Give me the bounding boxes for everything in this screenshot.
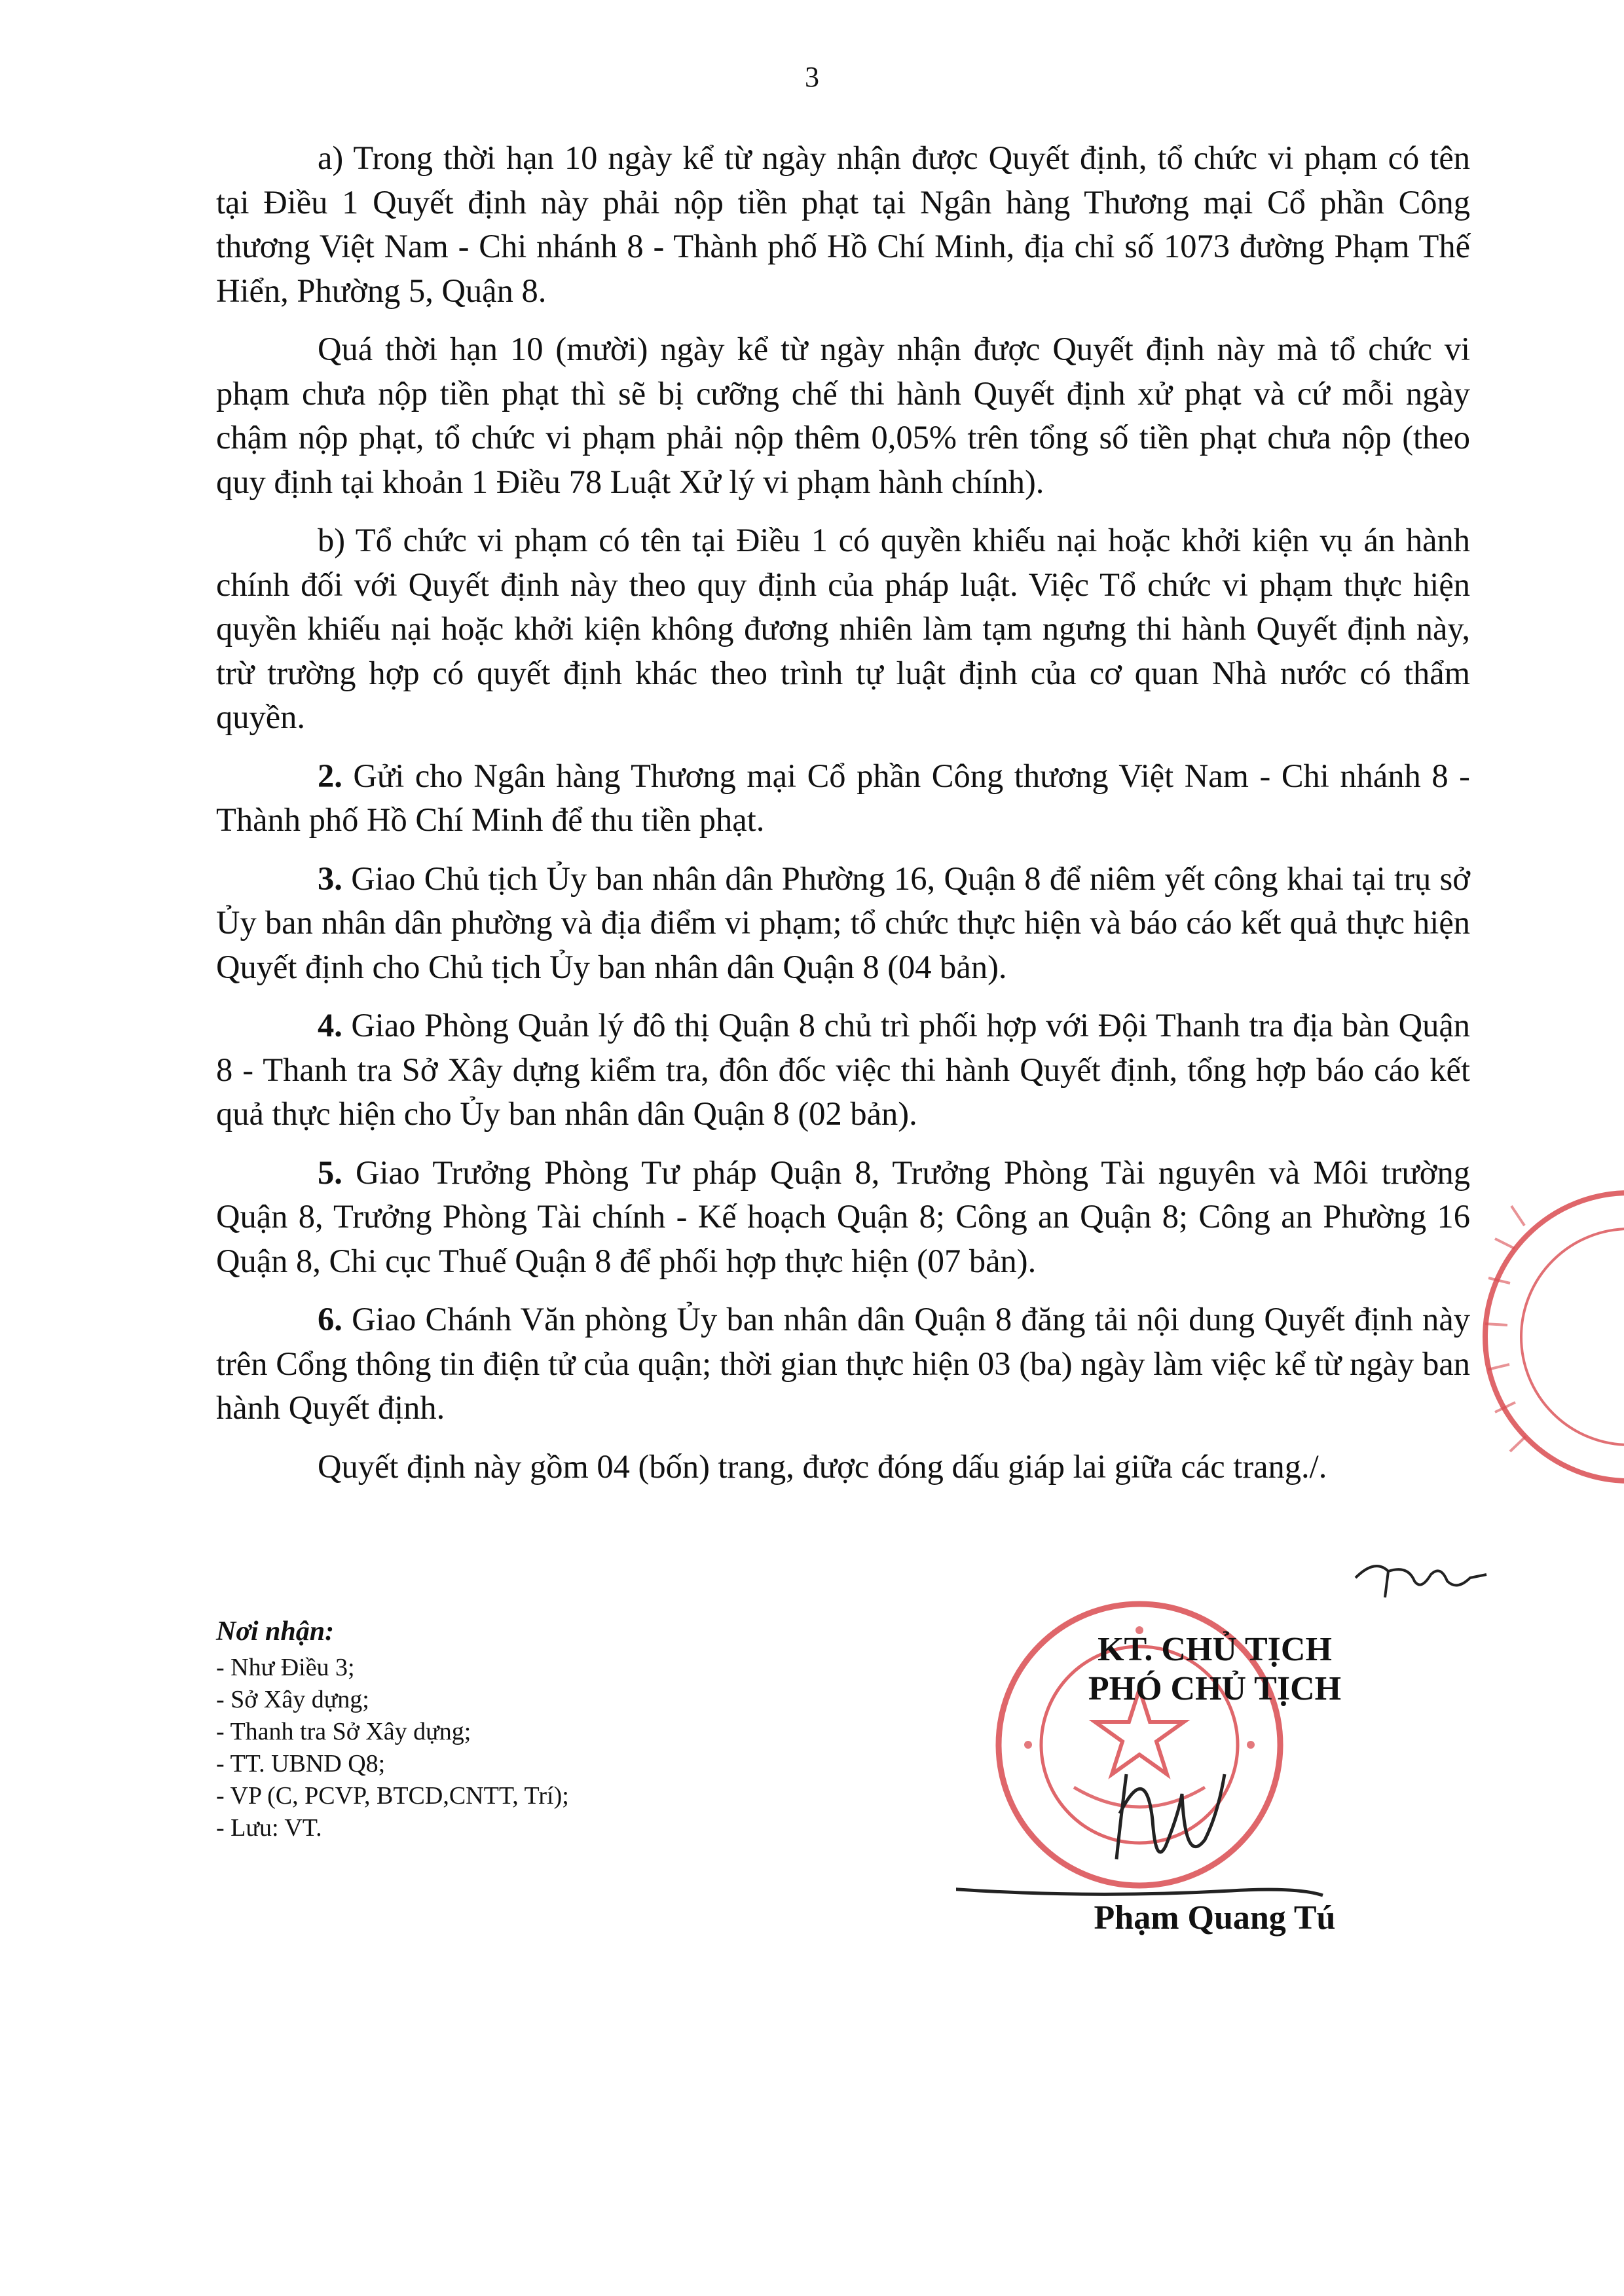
article-3: 3. Giao Chủ tịch Ủy ban nhân dân Phường 16, Quận 8 để niêm yết công khai tại trụ sở Ủy ban nhân dân phường và địa điểm vi phạm; tổ chức thực hiện và báo cáo kết quả thực hiện Quyết định cho Chủ tịch Ủy ban nhân dân Quận 8 (04 bản). bbox=[216, 860, 1470, 985]
page-count-note: Quyết định này gồm 04 (bốn) trang, được đóng dấu giáp lai giữa các trang./. bbox=[318, 1448, 1327, 1485]
edge-seal-image bbox=[1433, 1167, 1624, 1507]
recipient-item: - Thanh tra Sở Xây dựng; bbox=[216, 1718, 471, 1745]
signer-name: Phạm Quang Tú bbox=[1094, 1899, 1336, 1937]
signature-block bbox=[930, 1604, 1500, 1971]
signature-title-line1: KT. CHỦ TỊCH bbox=[1098, 1631, 1332, 1668]
paragraph-1b: b) Tổ chức vi phạm có tên tại Điều 1 có quyền khiếu nại hoặc khởi kiện vụ án hành chính đối với Quyết định này theo quy định của pháp luật. Việc Tổ chức vi phạm thực hiện quyền khiếu nại hoặc khởi kiện không đương nhiên làm tạm ngưng thi hành Quyết định này, trừ trường hợp có quyết định khác theo trình tự luật định của cơ quan Nhà nước có thẩm quyền. bbox=[216, 522, 1470, 735]
page-number: 3 bbox=[805, 61, 819, 93]
document-body bbox=[216, 136, 1470, 1503]
initial-mark-image bbox=[1349, 1552, 1493, 1611]
recipient-item: - Như Điều 3; bbox=[216, 1654, 355, 1681]
article-4: 4. Giao Phòng Quản lý đô thị Quận 8 chủ trì phối hợp với Đội Thanh tra địa bàn Quận 8 - Thanh tra Sở Xây dựng kiểm tra, đôn đốc việc thi hành Quyết định, tổng hợp báo cáo kết quả thực hiện cho Ủy ban nhân dân Quận 8 (02 bản). bbox=[216, 1007, 1470, 1132]
article-6: 6. Giao Chánh Văn phòng Ủy ban nhân dân Quận 8 đăng tải nội dung Quyết định này trên Cổng thông tin điện tử của quận; thời gian thực hiện 03 (ba) ngày làm việc kể từ ngày ban hành Quyết định. bbox=[216, 1301, 1470, 1426]
article-5: 5. Giao Trưởng Phòng Tư pháp Quận 8, Trưởng Phòng Tài nguyên và Môi trường Quận 8, Trưởng Phòng Tài chính - Kế hoạch Quận 8; Công an Quận 8; Công an Phường 16 Quận 8, Chi cục Thuế Quận 8 để phối hợp thực hiện (07 bản). bbox=[216, 1154, 1470, 1279]
signature-title-line2: PHÓ CHỦ TỊCH bbox=[1088, 1670, 1342, 1707]
signature-image bbox=[956, 1735, 1349, 1905]
recipient-item: - Lưu: VT. bbox=[216, 1814, 322, 1842]
article-2: 2. Gửi cho Ngân hàng Thương mại Cổ phần Công thương Việt Nam - Chi nhánh 8 - Thành phố Hồ Chí Minh để thu tiền phạt. bbox=[216, 757, 1470, 838]
recipients-heading: Nơi nhận: bbox=[216, 1616, 335, 1647]
recipients-block bbox=[216, 1616, 805, 1844]
recipient-item: - Sở Xây dựng; bbox=[216, 1686, 369, 1713]
paragraph-1a-overdue: Quá thời hạn 10 (mười) ngày kể từ ngày nhận được Quyết định này mà tổ chức vi phạm chưa nộp tiền phạt thì sẽ bị cưỡng chế thi hành Quyết định xử phạt và cứ mỗi ngày chậm nộp phạt, tổ chức vi phạm phải nộp thêm 0,05% trên tổng số tiền phạt chưa nộp (theo quy định tại khoản 1 Điều 78 Luật Xử lý vi phạm hành chính). bbox=[216, 331, 1470, 500]
recipient-item: - TT. UBND Q8; bbox=[216, 1750, 386, 1777]
recipient-item: - VP (C, PCVP, BTCD,CNTT, Trí); bbox=[216, 1782, 569, 1810]
paragraph-1a: a) Trong thời hạn 10 ngày kể từ ngày nhận được Quyết định, tổ chức vi phạm có tên tại Điều 1 Quyết định này phải nộp tiền phạt tại Ngân hàng Thương mại Cổ phần Công thương Việt Nam - Chi nhánh 8 - Thành phố Hồ Chí Minh, địa chỉ số 1073 đường Phạm Thế Hiển, Phường 5, Quận 8. bbox=[216, 139, 1470, 309]
